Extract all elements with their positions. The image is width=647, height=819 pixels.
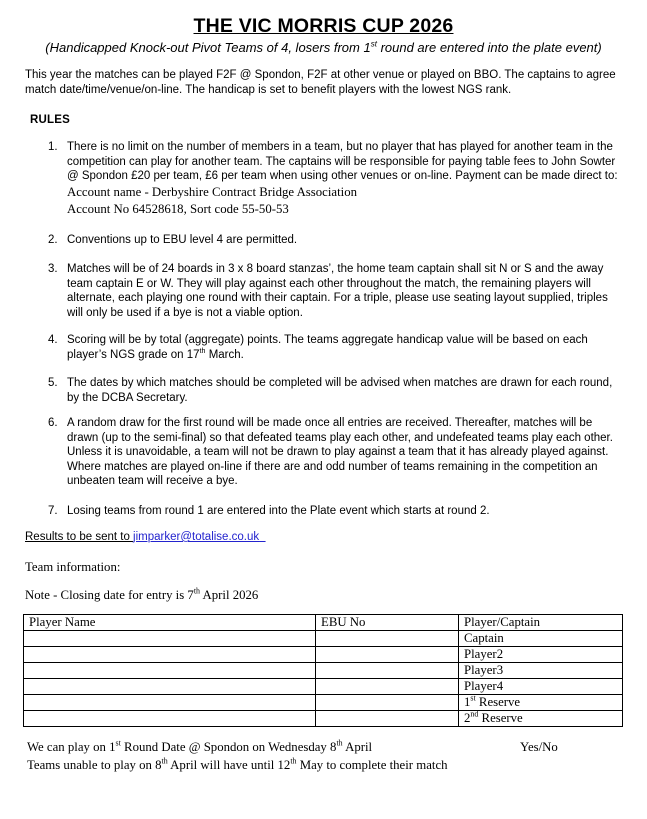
rule-number: 1.: [48, 141, 58, 153]
role-cell: Player2: [459, 647, 623, 663]
team-info-label: Team information:: [25, 560, 121, 574]
rule-number: 3.: [48, 263, 58, 275]
ebu-no-cell[interactable]: [316, 679, 459, 695]
header-ebu-no: EBU No: [316, 615, 459, 631]
player-name-cell[interactable]: [24, 647, 316, 663]
results-label: Results to be sent to: [25, 531, 134, 543]
email-link[interactable]: jimparker@totalise.co.uk: [133, 531, 260, 543]
player-name-cell[interactable]: [24, 663, 316, 679]
rule-number: 5.: [48, 377, 58, 389]
rule-item-5: [48, 376, 622, 405]
rule-text: Conventions up to EBU level 4 are permitted.: [67, 233, 298, 246]
rule-number: 4.: [48, 334, 58, 346]
page-subtitle: (Handicapped Knock-out Pivot Teams of 4, losers from 1st round are entered into the plate event): [45, 39, 602, 55]
footer: [27, 739, 622, 774]
table-row: [24, 711, 623, 727]
closing-date-note: Note - Closing date for entry is 7th April 2026: [25, 586, 259, 602]
ebu-no-cell[interactable]: [316, 647, 459, 663]
rules-heading: RULES: [30, 114, 70, 126]
rule-number: 2.: [48, 233, 58, 246]
rule-item-1: [48, 140, 622, 218]
player-name-cell[interactable]: [24, 679, 316, 695]
rule-text: The dates by which matches should be completed will be advised when matches are drawn for each round, by the DCBA Secretary.: [67, 377, 613, 404]
rule-item-2: [48, 233, 622, 248]
rule-text: There is no limit on the number of members in a team, but no player that has played for another team in the competition can play for another team. The captains will be responsible for paying table fees to John Sowter @ Spondon £20 per team, £6 per team when using other venues or on-line. Payment can be made direct to: Account name - Derbyshire Contract Bridge Association Account No 64528618, Sort code 55-50-53: [67, 141, 618, 216]
page-title: THE VIC MORRIS CUP 2026: [193, 15, 454, 37]
ebu-no-cell[interactable]: [316, 663, 459, 679]
ebu-no-cell[interactable]: [316, 695, 459, 711]
table-row: [24, 679, 623, 695]
ebu-no-cell[interactable]: [316, 711, 459, 727]
results-line: [25, 531, 622, 543]
header-player-captain: Player/Captain: [459, 615, 623, 631]
round-date-line: We can play on 1st Round Date @ Spondon on Wednesday 8th April: [27, 738, 373, 754]
team-entry-table: [23, 614, 623, 727]
rule-text: Losing teams from round 1 are entered into the Plate event which starts at round 2.: [67, 504, 490, 517]
table-row: [24, 695, 623, 711]
rule-text: Matches will be of 24 boards in 3 x 8 board stanzas’, the home team captain shall sit N or S and the away team captain E or W. They will play against each other throughout the match, the remaining players will alternate, each playing one round with their captain. For a triple, please use seating layout supplied, triples will only be used if a bye is not a viable option.: [67, 263, 608, 319]
rule-number: 6.: [48, 417, 58, 429]
role-cell: Player3: [459, 663, 623, 679]
table-row: [24, 647, 623, 663]
rule-number: 7.: [48, 504, 58, 517]
rule-text: A random draw for the first round will be made once all entries are received. Thereafter, matches will be drawn (up to the semi-final) so that defeated teams play each other, and undefeated teams play each other. Unless it is unavoidable, a team will not be drawn to play against a team that it has already played against. Where matches are played on-line if there are and odd number of teams remaining in the competition an unbeaten team will receive a bye.: [67, 417, 613, 487]
ebu-no-cell[interactable]: [316, 631, 459, 647]
rule-text: Scoring will be by total (aggregate) points. The teams aggregate handicap value will be based on each player’s NGS grade on 17th March.: [67, 334, 588, 361]
rules-list: [25, 140, 622, 518]
role-cell: Captain: [459, 631, 623, 647]
role-cell: Player4: [459, 679, 623, 695]
table-header-row: [24, 615, 623, 631]
late-play-line: Teams unable to play on 8th April will have until 12th May to complete their match: [27, 756, 448, 772]
role-cell: 1st Reserve: [459, 695, 623, 711]
rule-item-6: [48, 416, 622, 489]
player-name-cell[interactable]: [24, 631, 316, 647]
rule-item-4: [48, 333, 622, 362]
rule-item-7: [48, 504, 622, 519]
rule-item-3: [48, 262, 622, 320]
player-name-cell[interactable]: [24, 711, 316, 727]
intro-paragraph: This year the matches can be played F2F @ Spondon, F2F at other venue or played on BBO. The captains to agree match date/time/venue/on-line. The handicap is set to benefit players with the lowest NGS rank.: [25, 69, 616, 96]
player-name-cell[interactable]: [24, 695, 316, 711]
role-cell: 2nd Reserve: [459, 711, 623, 727]
table-row: [24, 663, 623, 679]
yes-no-option: Yes/No: [520, 740, 558, 754]
table-row: [24, 631, 623, 647]
header-player-name: Player Name: [24, 615, 316, 631]
